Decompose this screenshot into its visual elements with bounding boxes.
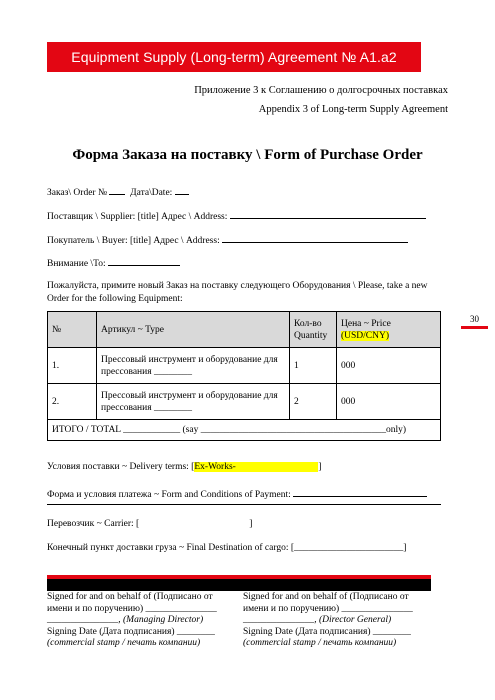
order-line (47, 185, 189, 198)
supplier-label: Поставщик \ Supplier: [title] Адрес \ Address: (47, 212, 228, 222)
payment-line (47, 487, 427, 500)
carrier-line (47, 519, 252, 529)
payment-field[interactable] (293, 487, 427, 497)
row-type: Прессовый инструмент и оборудование для прессования ________ (97, 384, 290, 420)
header-no: № (48, 312, 97, 348)
destination-line: Конечный пункт доставки груза ~ Final Destination of cargo: [_______________________] (47, 543, 407, 553)
appendix-en: Appendix 3 of Long-term Supply Agreement (258, 104, 448, 115)
delivery-terms-line (47, 462, 322, 472)
form-title: Форма Заказа на поставку \ Form of Purchase Order (72, 147, 423, 163)
buyer-line (47, 233, 408, 246)
header-price (337, 312, 441, 348)
table-header-row (48, 312, 441, 348)
signature-left-date: Signing Date (Дата подписания) ________ (47, 626, 215, 637)
header-type: Артикул ~ Type (97, 312, 290, 348)
header-price-currency: (USD/CNY) (341, 330, 390, 341)
row-type: Прессовый инструмент и оборудование для прессования ________ (97, 348, 290, 384)
signature-block-right (243, 592, 433, 650)
row-price: 000 (337, 384, 441, 420)
signature-left-stamp: (commercial stamp / печать компании) (47, 638, 201, 648)
signature-left-blank[interactable]: _______________, (47, 615, 121, 625)
order-number-field[interactable] (109, 185, 125, 195)
buyer-label: Покупатель \ Buyer: [title] Адрес \ Address: (47, 236, 220, 246)
delivery-value[interactable]: Ex-Works- (194, 462, 318, 472)
attention-field[interactable] (108, 256, 180, 266)
signature-right-stamp: (commercial stamp / печать компании) (243, 638, 397, 648)
date-label: Дата\Date: (130, 188, 173, 198)
supplier-address-field[interactable] (230, 209, 426, 219)
attention-label: Внимание \To: (47, 259, 106, 269)
payment-field-continuation[interactable] (47, 504, 441, 505)
total-cell: ИТОГО / TOTAL ____________ (say _______________________________________only) (48, 420, 441, 441)
intro-paragraph: Пожалуйста, примите новый Заказ на поставку следующего Оборудования \ Please, take a new Order for the following Equipment: (47, 281, 428, 304)
appendix-ru: Приложение 3 к Соглашению о долгосрочных поставках (194, 85, 448, 96)
row-no: 1. (48, 348, 97, 384)
page-number: 30 (470, 314, 479, 324)
attention-line (47, 256, 180, 269)
order-table (47, 311, 441, 441)
payment-label: Форма и условия платежа ~ Form and Conditions of Payment: (47, 490, 291, 500)
order-label: Заказ\ Order № (47, 188, 108, 198)
signature-block-left (47, 592, 235, 650)
agreement-banner (47, 42, 421, 72)
row-no: 2. (48, 384, 97, 420)
table-row (48, 348, 441, 384)
signature-right-date: Signing Date (Дата подписания) ________ (243, 626, 411, 637)
row-qty: 2 (290, 384, 337, 420)
delivery-end: ] (318, 462, 322, 472)
signature-right-line1: Signed for and on behalf of (Подписано от имени и по поручению) _______________ (243, 592, 413, 614)
buyer-address-field[interactable] (222, 233, 408, 243)
page-number-bar (461, 326, 488, 329)
carrier-label: Перевозчик ~ Carrier: [ (47, 519, 140, 529)
carrier-end: ] (249, 519, 253, 529)
signature-right-line2 (243, 615, 433, 627)
signature-divider-black (47, 579, 431, 591)
signature-left-line1: Signed for and on behalf of (Подписано от имени и по поручению) _______________ (47, 592, 217, 614)
signature-right-blank[interactable]: _______________, (243, 615, 317, 625)
date-field[interactable] (175, 185, 189, 195)
delivery-label: Условия поставки ~ Delivery terms: [ (47, 462, 195, 472)
table-total-row (48, 420, 441, 441)
supplier-line (47, 209, 426, 222)
table-row (48, 384, 441, 420)
header-price-label: Цена ~ Price (341, 318, 391, 329)
signature-left-line2 (47, 615, 235, 627)
header-qty: Кол-во Quantity (290, 312, 337, 348)
agreement-title: Equipment Supply (Long-term) Agreement № A1.a2 (71, 49, 397, 65)
row-qty: 1 (290, 348, 337, 384)
row-price: 000 (337, 348, 441, 384)
signature-right-role: (Director General) (319, 615, 392, 625)
signature-left-role: (Managing Director) (123, 615, 204, 625)
